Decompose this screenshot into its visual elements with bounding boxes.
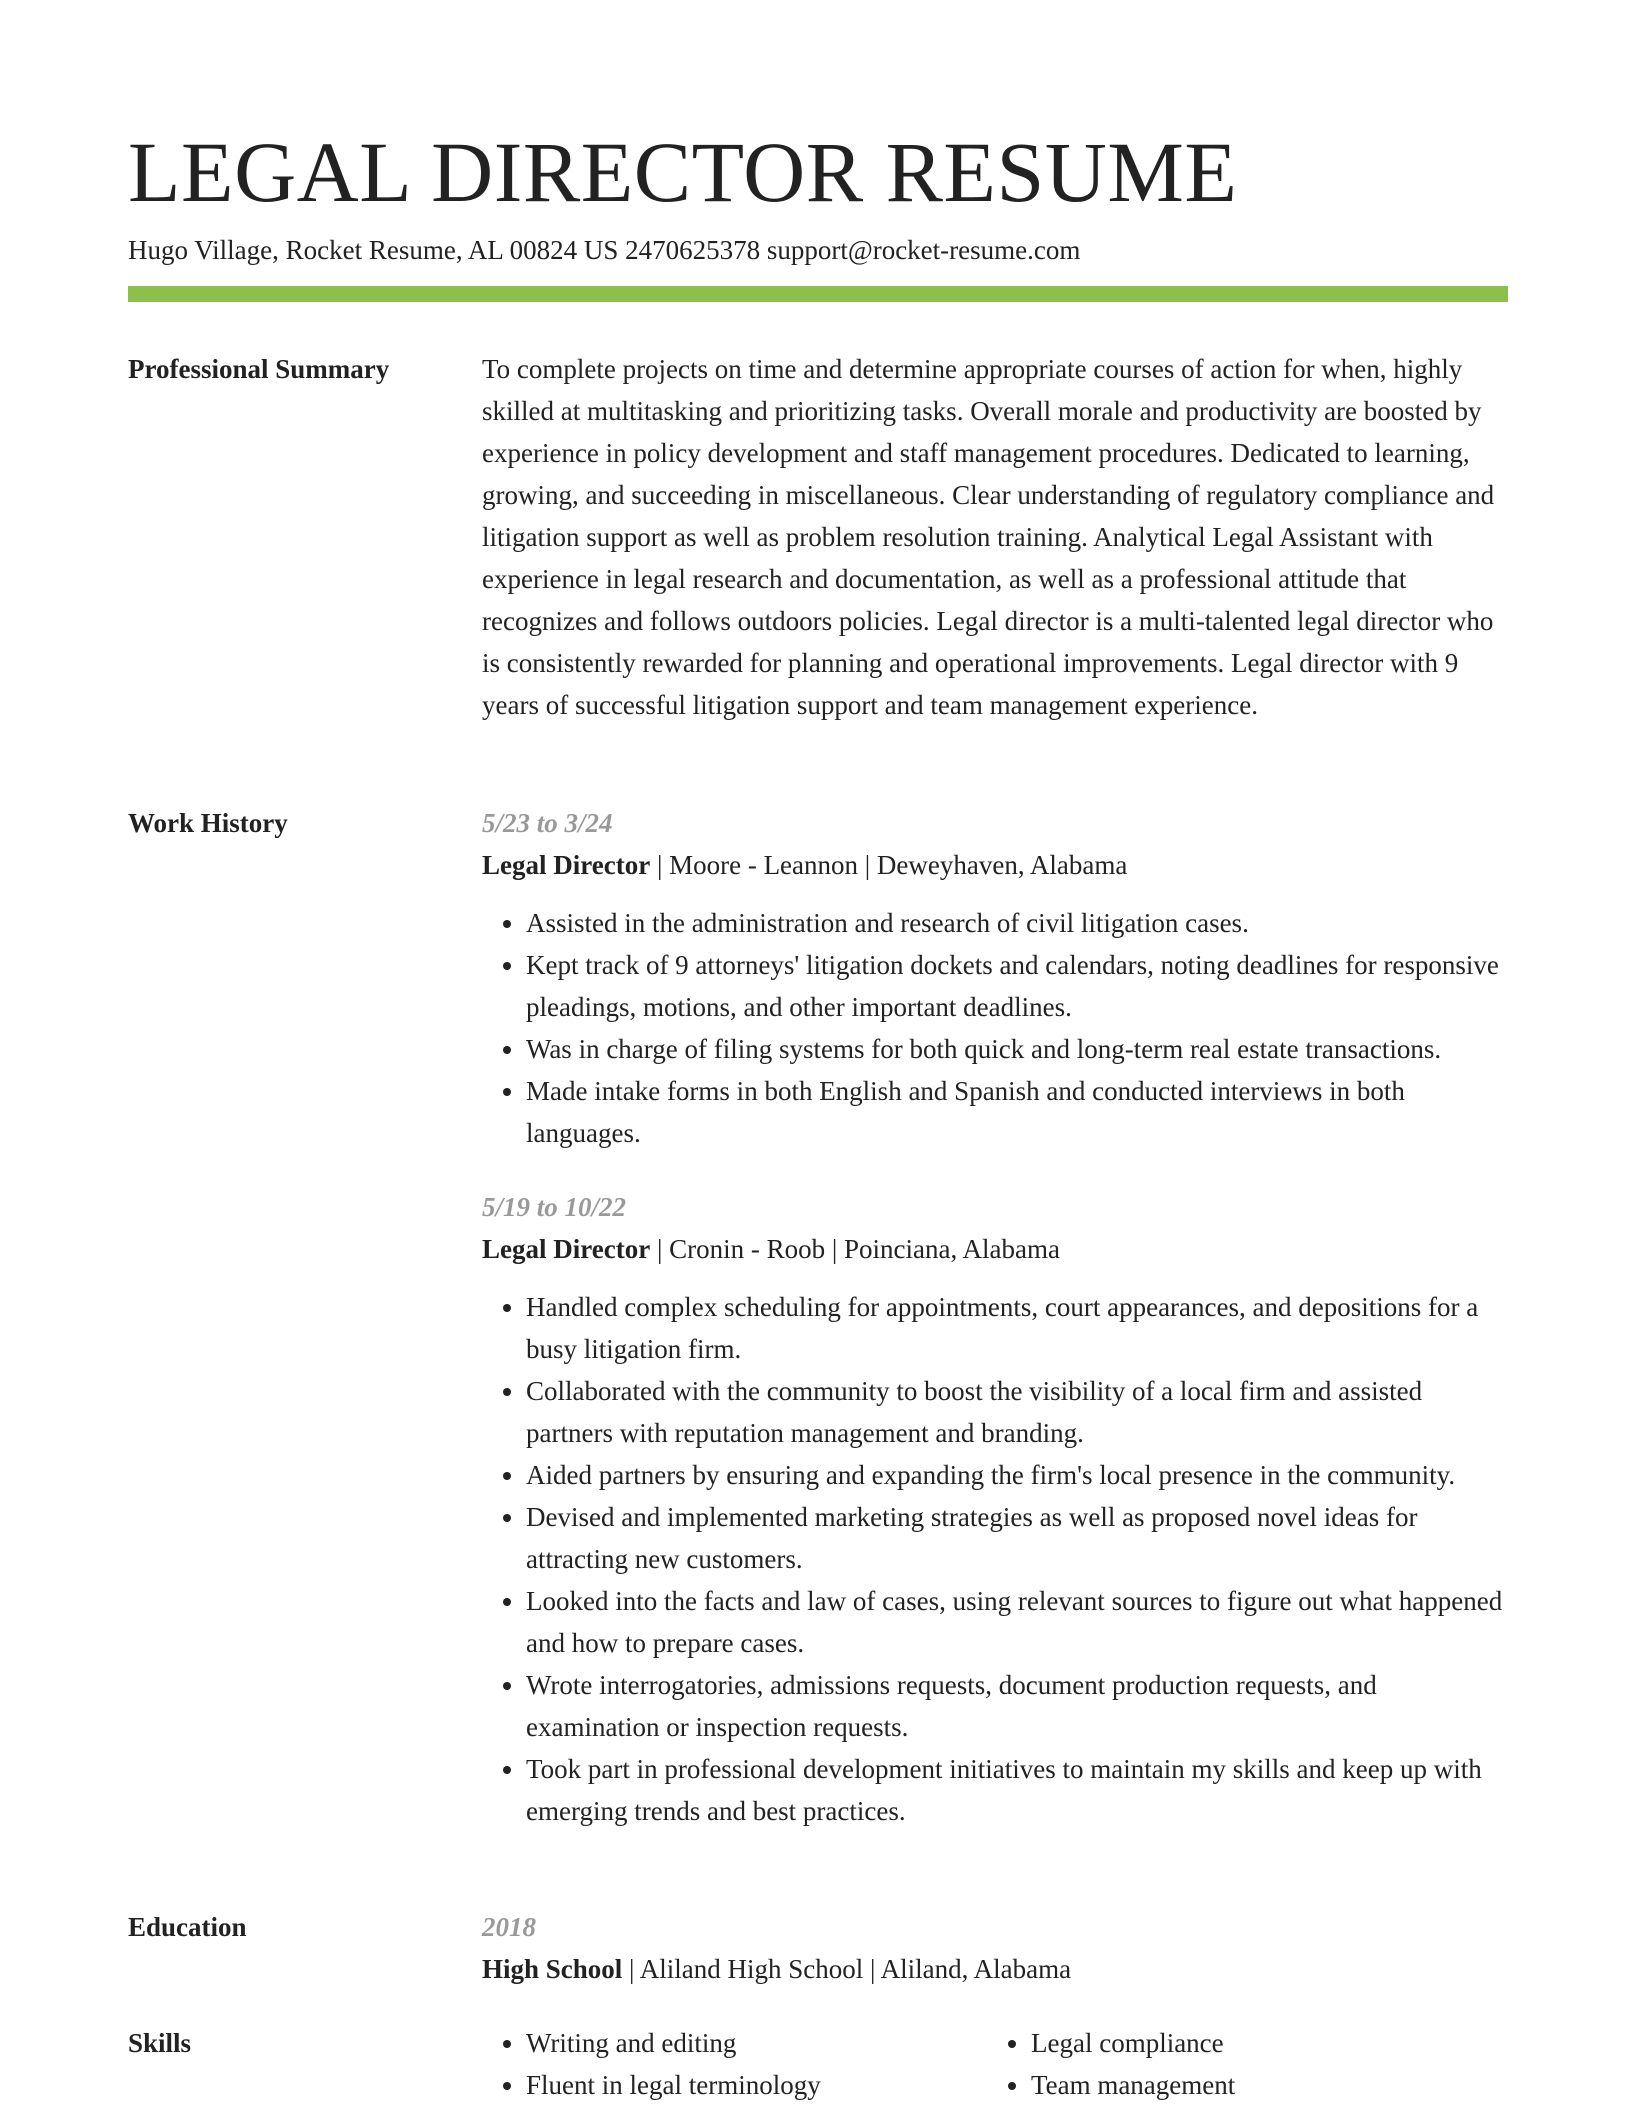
list-item: • Aided partners by ensuring and expanding the firm's local presence in the community. <box>526 1454 1510 1496</box>
job-dates: 5/23 to 3/24 <box>482 808 613 838</box>
skill-item: • Writing and editing <box>526 2022 987 2064</box>
list-item: • Was in charge of filing systems for both quick and long-term real estate transactions. <box>526 1028 1510 1070</box>
list-item: • Looked into the facts and law of cases, using relevant sources to figure out what happened and how to prepare cases. <box>526 1580 1510 1664</box>
job-title: Legal Director <box>482 850 651 880</box>
list-item: • Assisted in the administration and research of civil litigation cases. <box>526 902 1510 944</box>
summary-label: Professional Summary <box>128 354 390 384</box>
list-item: • Made intake forms in both English and Spanish and conducted interviews in both languages. <box>526 1070 1510 1154</box>
skills-list-right <box>987 2022 1492 2106</box>
job-details: | Cronin - Roob | Poinciana, Alabama <box>650 1234 1060 1264</box>
list-item: • Wrote interrogatories, admissions requests, document production requests, and examination or inspection requests. <box>526 1664 1510 1748</box>
education-heading <box>482 1948 1510 1990</box>
list-item: • Collaborated with the community to boost the visibility of a local firm and assisted partners with reputation management and branding. <box>526 1370 1510 1454</box>
list-item: • Devised and implemented marketing strategies as well as proposed novel ideas for attracting new customers. <box>526 1496 1510 1580</box>
skills-column-right <box>987 2022 1492 2106</box>
job-entry <box>482 802 1510 1154</box>
job-bullets <box>482 902 1510 1154</box>
job-bullets <box>482 1286 1510 1832</box>
skill-item: • Team management <box>1031 2064 1492 2106</box>
summary-text: To complete projects on time and determine appropriate courses of action for when, highly skilled at multitasking and prioritizing tasks. Overall morale and productivity are boosted by experience in policy development and staff management procedures. Dedicated to learning, growing, and succeeding in miscellaneous. Clear understanding of regulatory compliance and litigation support as well as problem resolution training. Analytical Legal Assistant with experience in legal research and documentation, as well as a professional attitude that recognizes and follows outdoors policies. Legal director is a multi-talented legal director who is consistently rewarded for planning and operational improvements. Legal director with 9 years of successful litigation support and team management experience. <box>482 354 1495 720</box>
job-heading <box>482 1228 1510 1270</box>
list-item: • Took part in professional development initiatives to maintain my skills and keep up with emerging trends and best practices. <box>526 1748 1510 1832</box>
job-heading <box>482 844 1510 886</box>
job-title: Legal Director <box>482 1234 651 1264</box>
education-year: 2018 <box>482 1912 536 1942</box>
skills-label: Skills <box>128 2028 192 2058</box>
contact-info: Hugo Village, Rocket Resume, AL 00824 US 2470625378 support@rocket-resume.com <box>128 235 1081 265</box>
accent-divider <box>128 286 1508 302</box>
education-degree: High School <box>482 1954 623 1984</box>
education-details: | Aliland High School | Aliland, Alabama <box>622 1954 1072 1984</box>
skills-body <box>482 2022 1510 2106</box>
job-dates: 5/19 to 10/22 <box>482 1192 627 1222</box>
work-history-label: Work History <box>128 808 288 838</box>
job-details: | Moore - Leannon | Deweyhaven, Alabama <box>650 850 1128 880</box>
skill-item: • Legal compliance <box>1031 2022 1492 2064</box>
resume-title: LEGAL DIRECTOR RESUME <box>128 124 1238 220</box>
summary-body <box>482 348 1510 726</box>
skills-column-left <box>482 2022 987 2106</box>
skills-list-left <box>482 2022 987 2106</box>
education-body <box>482 1906 1510 1990</box>
list-item: • Kept track of 9 attorneys' litigation dockets and calendars, noting deadlines for responsive pleadings, motions, and other important deadlines. <box>526 944 1510 1028</box>
job-entry <box>482 1186 1510 1832</box>
education-label: Education <box>128 1912 247 1942</box>
skills-columns <box>482 2022 1510 2106</box>
list-item: • Handled complex scheduling for appointments, court appearances, and depositions for a busy litigation firm. <box>526 1286 1510 1370</box>
work-history-body <box>482 802 1510 1832</box>
skill-item: • Fluent in legal terminology <box>526 2064 987 2106</box>
